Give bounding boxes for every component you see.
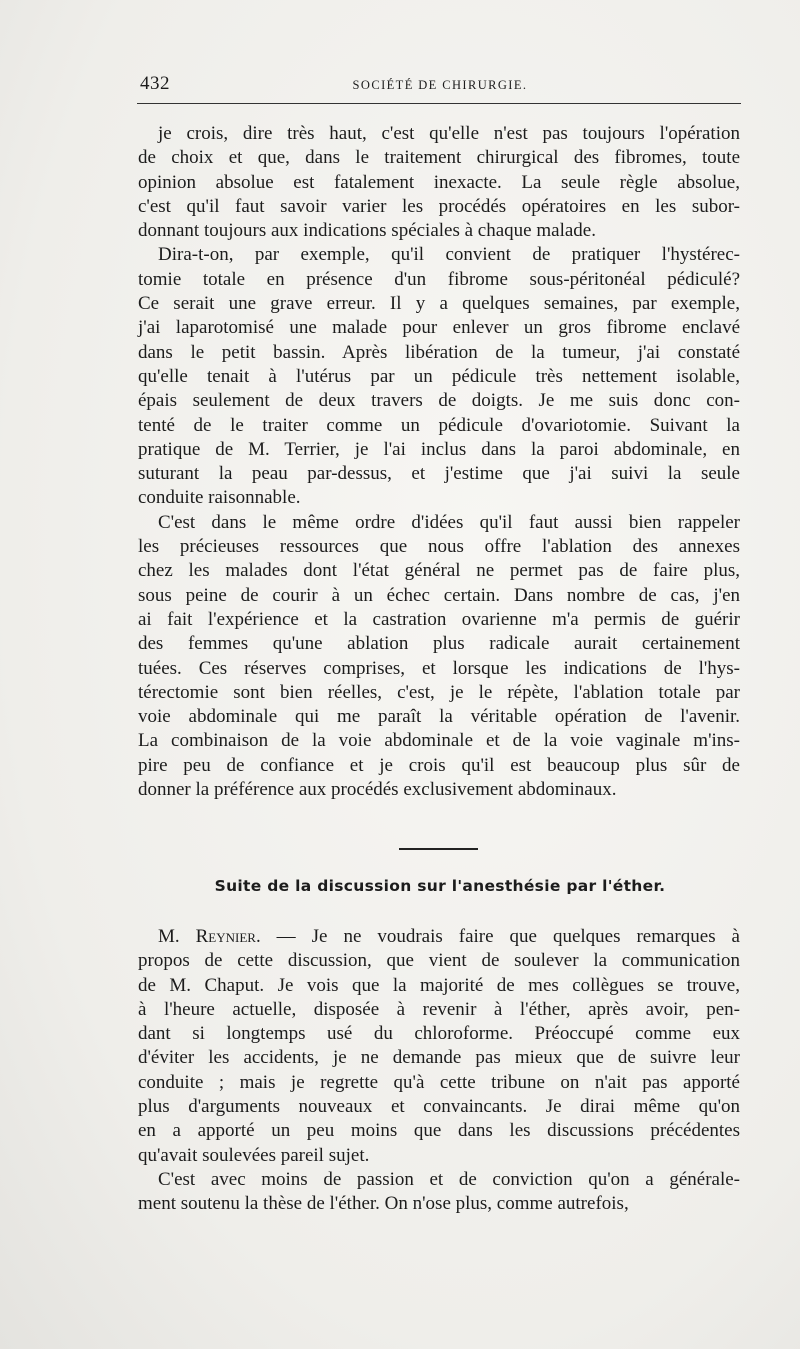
- text-line: je crois, dire très haut, c'est qu'elle n'est pas toujours l'opération: [158, 123, 740, 144]
- body-text-top: [138, 122, 740, 802]
- text-line: pratique de M. Terrier, je l'ai inclus dans la paroi abdominale, en: [138, 438, 740, 460]
- body-text-bottom: [138, 925, 740, 1217]
- text-line: térectomie sont bien réelles, c'est, je le répète, l'ablation totale par: [138, 681, 740, 703]
- line-text: — Je ne voudrais faire que quelques remarques à: [260, 926, 740, 947]
- text-line: donner la préférence aux procédés exclusivement abdominaux.: [138, 779, 617, 801]
- text-line: qu'avait soulevées pareil sujet.: [138, 1144, 370, 1166]
- text-line: des femmes qu'une ablation plus radicale aurait certainement: [138, 633, 740, 655]
- text-line: dans le petit bassin. Après libération de la tumeur, j'ai constaté: [138, 341, 740, 363]
- text-line: tenté de le traiter comme un pédicule d'ovariotomie. Suivant la: [138, 414, 740, 436]
- header-rule: [137, 103, 741, 104]
- page-header: [140, 73, 740, 103]
- paragraph: [138, 1168, 740, 1217]
- text-line: conduite ; mais je regrette qu'à cette tribune on n'ait pas apporté: [138, 1071, 740, 1093]
- text-line: ai fait l'expérience et la castration ovarienne m'a permis de guérir: [138, 608, 740, 630]
- text-line: en a apporté un peu moins que dans les discussions précédentes: [138, 1120, 740, 1142]
- text-line: plus d'arguments nouveaux et convaincants. Je dirai même qu'on: [138, 1096, 740, 1118]
- text-line: dant si longtemps usé du chloroforme. Préoccupé comme eux: [138, 1023, 740, 1045]
- text-line: Ce serait une grave erreur. Il y a quelques semaines, par exemple,: [138, 293, 740, 315]
- text-line: de choix et que, dans le traitement chirurgical des fibromes, toute: [138, 147, 740, 169]
- speaker-name: M. Reynier.: [158, 926, 261, 947]
- paragraph: [138, 925, 740, 1168]
- text-line: pire peu de confiance et je crois qu'il est beaucoup plus sûr de: [138, 754, 740, 776]
- text-line: d'éviter les accidents, je ne demande pas mieux que de suivre leur: [138, 1047, 740, 1069]
- text-line: C'est avec moins de passion et de conviction qu'on a générale-: [158, 1168, 740, 1190]
- text-line: sous peine de courir à un échec certain. Dans nombre de cas, j'en: [138, 584, 740, 606]
- paragraph: [138, 511, 740, 803]
- text-line: à l'heure actuelle, disposée à revenir à l'éther, après avoir, pen-: [138, 998, 740, 1020]
- paragraph: [138, 122, 740, 243]
- text-line: La combinaison de la voie abdominale et de la voie vaginale m'ins-: [138, 730, 740, 752]
- text-line: donnant toujours aux indications spéciales à chaque malade.: [138, 220, 596, 242]
- text-line: suturant la peau par-dessus, et j'estime que j'ai suivi la seule: [138, 463, 740, 485]
- text-line: propos de cette discussion, que vient de soulever la communication: [138, 950, 740, 972]
- text-line: opinion absolue est fatalement inexacte. La seule règle absolue,: [138, 171, 740, 193]
- section-separator: [399, 848, 478, 850]
- text-line: qu'elle tenait à l'utérus par un pédicule très nettement isolable,: [138, 365, 740, 387]
- text-line: les précieuses ressources que nous offre l'ablation des annexes: [138, 536, 740, 558]
- text-line: tomie totale en présence d'un fibrome sous-péritonéal pédiculé?: [138, 268, 740, 290]
- page-number: 432: [140, 73, 170, 94]
- text-line: j'ai laparotomisé une malade pour enlever un gros fibrome enclavé: [138, 317, 740, 339]
- text-line: chez les malades dont l'état général ne permet pas de faire plus,: [138, 560, 740, 582]
- text-line: tuées. Ces réserves comprises, et lorsque les indications de l'hys-: [138, 657, 740, 679]
- section-title: Suite de la discussion sur l'anesthésie par l'éther.: [214, 877, 666, 895]
- text-line: ment soutenu la thèse de l'éther. On n'ose plus, comme autrefois,: [138, 1193, 629, 1215]
- text-line: [138, 925, 740, 949]
- text-line: c'est qu'il faut savoir varier les procédés opératoires en les subor-: [138, 195, 740, 217]
- text-line: de M. Chaput. Je vois que la majorité de mes collègues se trouve,: [138, 974, 740, 996]
- text-line: voie abdominale qui me paraît la véritable opération de l'avenir.: [138, 706, 740, 728]
- text-line: C'est dans le même ordre d'idées qu'il faut aussi bien rappeler: [158, 511, 740, 533]
- running-head: SOCIÉTÉ DE CHIRURGIE.: [352, 78, 528, 92]
- text-line: Dira-t-on, par exemple, qu'il convient de pratiquer l'hystérec-: [158, 244, 740, 266]
- text-line: conduite raisonnable.: [138, 487, 301, 509]
- text-line: épais seulement de deux travers de doigts. Je me suis donc con-: [138, 390, 740, 412]
- paragraph: [138, 243, 740, 510]
